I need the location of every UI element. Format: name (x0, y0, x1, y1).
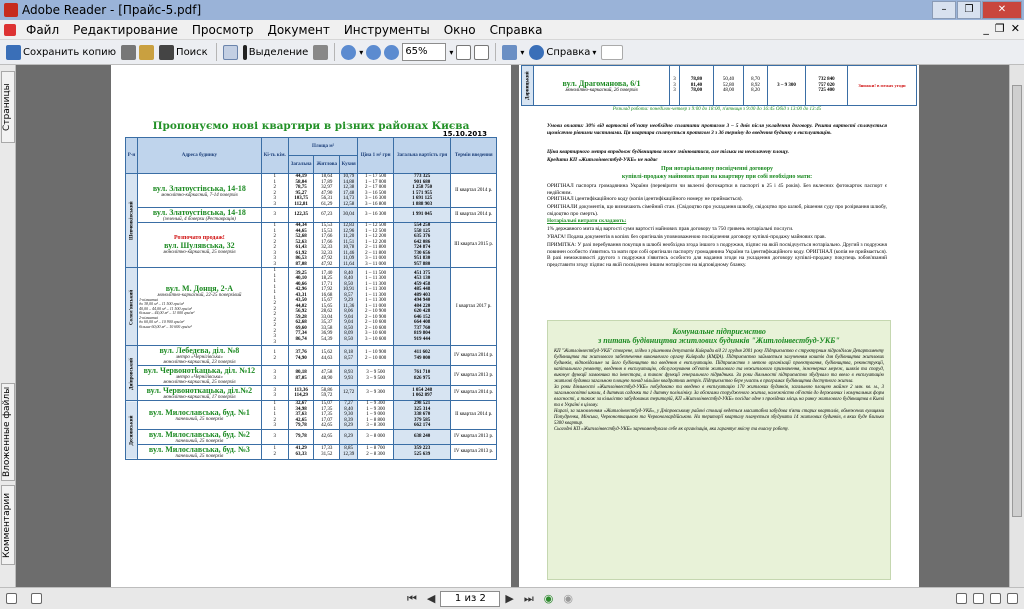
toolbar-divider (216, 43, 217, 61)
doc-close-button[interactable]: ✕ (1010, 22, 1020, 35)
table-row (126, 366, 497, 386)
district-cell: Дніпровський (126, 346, 138, 401)
district-cell: Шевченківський (126, 174, 138, 268)
notary-costs-heading: Нотаріальні витрати складають: (547, 218, 627, 224)
maximize-button[interactable]: ❐ (957, 1, 981, 19)
area-cell: 80,18 87,05 (288, 366, 314, 386)
address-cell (138, 444, 262, 459)
area-cell: 32,67 34,98 37,63 42,65 79,78 (288, 401, 314, 430)
back-view-icon[interactable]: ◉ (543, 592, 554, 605)
menu-file[interactable]: Файл (26, 22, 60, 37)
select-tool-button[interactable] (241, 42, 311, 63)
rooms-cell: 1 2 (261, 346, 288, 366)
promo-label: Розпочато продаж! (173, 235, 225, 241)
save-copy-label: Сохранить копию (23, 46, 117, 58)
living-cell: 58,86 59,72 (314, 386, 339, 401)
notary-heading-2: купівлі-продажу майнових прав на квартиру при собі необхідно мати: (621, 174, 813, 180)
notary-costs-text: 1% державного мита від вартості суми вартості майнових прав договору та 750 гривень нотаріальні послуги. (547, 226, 794, 232)
single-page-icon[interactable] (6, 593, 17, 604)
cost-cell: 451 375 453 130 459 458 485 448 489 403 494 940 484 220 620 428 646 152 664 408 737 760 819 804 919 444 (393, 268, 451, 346)
living-cell: 17,33 31,52 (314, 444, 339, 459)
doc-minimize-button[interactable]: _ (983, 22, 989, 35)
building-type: (зеленый, 4 поверхи (Реставрація) (163, 217, 236, 222)
rooms-cell: 3 (261, 208, 288, 223)
cost-cell: 773 325 901 680 1 258 750 1 571 955 1 691 125 1 888 903 (393, 174, 451, 208)
page-heading: Пропонуємо нові квартири в різних районах Києва (152, 120, 470, 132)
term-cell: IV квартал 2014 р. (451, 386, 497, 401)
area-cell: 37,76 74,90 (288, 346, 314, 366)
price-cell: 3 – 9 300 (358, 386, 393, 401)
help-label: Справка (546, 46, 591, 58)
term-cell: ІІІ квартал 2015 р. (451, 223, 497, 268)
street-name: вул. Червонотkацька, діл. №12 (143, 366, 256, 375)
kitchen-cell: 30,04 (339, 208, 357, 223)
district-cell: Дарницький (522, 66, 534, 106)
select-label: Выделение (248, 46, 309, 58)
zoom-in-icon[interactable] (341, 45, 356, 60)
price-tier-note: 1-кімнатні до 38,00 м² – 11 500 грн/м² 40,00 – 44,00 м² – 11 500 грн/м² більше – 44,00 м² – 11 000 грн/м² 2-кімнатні до 60,00 м² – 10 900 грн/м² більше 60,00 м² – 10 600 грн/м² (139, 296, 195, 329)
street-name: вул. Милославська, буд. №2 (148, 429, 250, 439)
title-bar (0, 0, 1024, 20)
snapshot-icon[interactable] (313, 45, 328, 60)
col-cost: Загальна вартість грн (393, 138, 451, 174)
company-paragraph-3: Наразі, за замовленням «Житлоінвестбуд-УКБ», у Дніпровському районі столиці ведеться масштабна забудова п'яти старих кварталів, обмежених вулицями Попудренка, Мінська, Червоноткацькою та Червоногвардійською. На території кварталу планується збудувати 14 житлових будинків, в яких буде близько 5300 квартир. (554, 409, 884, 426)
living-cell: 18,64 17,89 32,97 47,90 56,31 61,29 (314, 174, 339, 208)
close-button[interactable]: ✕ (982, 1, 1022, 19)
street-name: вул. Милославська, буд. №1 (148, 407, 250, 417)
table-row (126, 346, 497, 366)
table-row (126, 386, 497, 401)
menu-document[interactable]: Документ (267, 22, 330, 37)
term-cell: IV квартал 2013 р. (451, 366, 497, 386)
page-layout-icon[interactable] (31, 593, 42, 604)
area-cell: 41,29 63,33 (288, 444, 314, 459)
cost-cell: 359 223 525 639 (393, 444, 451, 459)
building-type: монолітно-каркасний, 17 поверхів (163, 395, 236, 400)
rooms-cell: 3 (261, 429, 288, 444)
fit-page-icon[interactable] (456, 45, 471, 60)
payment-terms: Умови оплати: 30% від вартості об'єкту необхідно сплатити протягом 3 – 5 днів після укладення договору. Решта вартості сплачується щомісячно рівними частинами. Ця квартира сплачується протягом 3 з 36 терміну до введення будинку в експлуатацію. (547, 123, 887, 136)
kitchen-cell: 8,70 8,92 8,20 (744, 66, 768, 106)
company-title-1: Комунальне підприємство (672, 327, 766, 336)
price-note: Ціна квартирного метра впродовж будівництва може змінюватися, але тільки на неоплачену площу. (547, 149, 789, 155)
area-cell: 44,19 58,04 78,75 95,27 103,75 112,81 (288, 174, 314, 208)
last-page-icon[interactable]: ⏭ (523, 591, 534, 605)
address-cell (138, 429, 262, 444)
rooms-cell: 1 2 (261, 444, 288, 459)
status-bar (0, 587, 1024, 609)
living-cell: 15,07 17,35 17,35 17,07 42,65 (314, 401, 339, 430)
pdf-page-1 (111, 65, 511, 587)
document-viewport[interactable] (16, 65, 1009, 587)
term-cell: ІІ квартал 2014 р. (451, 174, 497, 208)
single-page-view-icon[interactable] (956, 593, 967, 604)
price-cell: 1 – 11 500 1 – 11 300 1 – 11 300 1 – 11 300 1 – 11 300 1 – 11 300 1 – 11 000 2 – 10 900 2 – 10 900 2 – 10 600 2 – 10 600 3 – 10 600 3 – 10 600 (358, 268, 393, 346)
company-info-box (547, 320, 891, 580)
menu-help[interactable]: Справка (489, 22, 543, 37)
area-cell: 113,36 114,29 (288, 386, 314, 401)
zoom-dropdown-icon[interactable]: ▾ (359, 47, 364, 57)
street-name: вул. Златоустівська, 14-18 (152, 208, 246, 217)
search-button[interactable] (157, 42, 210, 63)
rotate-chevron-icon[interactable]: ▾ (520, 47, 525, 57)
table-row (126, 223, 497, 268)
adobe-reader-icon (4, 3, 18, 17)
term-cell: ІІ квартал 2014 р. (451, 401, 497, 430)
menu-view[interactable]: Просмотр (191, 22, 254, 37)
price-cell: 1 – 9 300 1 – 9 300 1 – 9 000 1 – 8 800 3 – 8 300 (358, 401, 393, 430)
living-cell: 50,40 52,80 48,00 (714, 66, 744, 106)
price-cell: 1 – 8 700 2 – 8 300 (358, 444, 393, 459)
fit-width-icon[interactable] (474, 45, 489, 60)
doc-restore-button[interactable]: ❐ (994, 22, 1005, 35)
address-cell (534, 66, 670, 106)
table-row (126, 401, 497, 430)
help-button[interactable] (527, 42, 598, 63)
binoculars-icon (159, 45, 174, 60)
email-icon[interactable] (139, 45, 154, 60)
living-cell: 15,62 44,63 (314, 346, 339, 366)
zoom-level-chevron-icon[interactable]: ▾ (449, 47, 454, 57)
search-label: Поиск (176, 46, 208, 58)
building-type: панельний, 25 поверхів (175, 453, 224, 459)
passport-requirement: ОРИГІНАЛ паспорта громадянина України (перевірити чи вклеєні фотокартки в паспорті в 25 і 45 років). Без вклеєних фотокарток паспорт є недійсним. (547, 183, 887, 196)
zoom-out-minus-icon[interactable] (366, 45, 381, 60)
address-cell (138, 386, 262, 401)
building-type: метро «Чернігівська» монолітно-каркасний, 23 поверхів (163, 355, 236, 365)
col-area: Площа м² (288, 138, 358, 156)
building-type: монолітно-каркасний, 22-25 поверхівий (157, 292, 242, 298)
address-cell (138, 346, 262, 366)
menu-window[interactable]: Окно (443, 22, 476, 37)
area-cell: 39,25 40,10 40,66 42,96 43,31 43,50 44,02 56,92 59,28 62,68 69,60 77,34 86,74 (288, 268, 314, 346)
price-cell: 3 – 9 300 (768, 66, 806, 106)
pdf-page-2 (519, 65, 919, 587)
help-icon (529, 45, 544, 60)
term-cell: IV квартал 2014 р. (451, 346, 497, 366)
address-cell (138, 174, 262, 208)
price-cell: 1 – 17 500 1 – 17 000 2 – 17 000 3 – 16 500 3 – 16 300 3 – 16 800 (358, 174, 393, 208)
area-cell: 79,78 (288, 429, 314, 444)
table-row (126, 444, 497, 459)
kitchen-cell: 8,29 (339, 429, 357, 444)
price-table (125, 137, 497, 460)
continuous-view-icon[interactable] (973, 593, 984, 604)
area-cell: 44,34 44,65 52,68 52,63 61,43 61,92 86,53 87,08 (288, 223, 314, 268)
term-cell: І квартал 2017 р. (451, 268, 497, 346)
address-cell (138, 223, 262, 268)
navigation-panel (0, 65, 16, 587)
living-cell: 42,65 (314, 429, 339, 444)
menu-edit[interactable]: Редактирование (73, 22, 178, 37)
term-cell: ІІ квартал 2014 р. (451, 208, 497, 223)
work-hours: Розклад роботи: понеділок-четвер з 9:00 до 18:00, п'ятниця з 9:00 до 16:45 Обід з 13:00 до 13:45 (612, 107, 822, 112)
company-paragraph-4: Сьогодні КП «Житлоінвестбуд-УКБ» зарекомендувало себе як організація, яка гарантує якісну та вчасну роботу. (554, 427, 789, 432)
cost-cell: 1 991 045 (393, 208, 451, 223)
street-name: вул. Шулявська, 32 (164, 241, 235, 250)
toolbar-divider (495, 43, 496, 61)
cost-cell: 298 521 325 314 338 670 379 585 662 174 (393, 401, 451, 430)
table-row (126, 208, 497, 223)
price-cell: 3 – 16 300 (358, 208, 393, 223)
toolbar-divider (334, 43, 335, 61)
address-cell (138, 401, 262, 430)
credit-note: Кредити КП «Житлоінвестбуд-УКБ» не надає (547, 157, 658, 163)
menu-bar (0, 20, 1024, 40)
print-icon[interactable] (121, 45, 136, 60)
first-page-icon[interactable]: ⏮ (407, 591, 417, 605)
kitchen-cell: 8,18 8,57 (339, 346, 357, 366)
rooms-cell: 1 1 1 2 3 (261, 401, 288, 430)
living-cell: 67,23 (314, 208, 339, 223)
building-type: панельний, 25 поверхів (175, 438, 224, 444)
street-name: вул. Лебедєва, діл. №8 (159, 346, 240, 355)
kitchen-cell: 8,93 9,93 (339, 366, 357, 386)
rooms-cell: 3 3 3 (670, 66, 680, 106)
building-type: панельний, 25 поверхів (175, 416, 224, 422)
scrollbar-thumb[interactable] (1012, 85, 1022, 517)
toolbar (0, 40, 1024, 65)
area-cell: 78,80 81,40 78,00 (680, 66, 714, 106)
living-cell: 15,53 15,53 17,66 17,66 32,33 32,33 47,92 47,92 (314, 223, 339, 268)
attention-note: УВАГА! Подача документів в копіях без оригіналів уповноваженою посвідчення договору купівлі-продажу майнових прав. (547, 234, 826, 240)
address-cell (138, 208, 262, 223)
street-name: вул. Червоноткацька, діл.№2 (146, 386, 253, 395)
price-cell: 1 – 12 500 1 – 12 500 1 – 12 200 1 – 12 200 2 – 11 800 2 – 11 800 3 – 11 000 3 – 11 000 (358, 223, 393, 268)
kitchen-cell: 8,85 12,39 (339, 444, 357, 459)
col-address: Адреса будинку (138, 138, 262, 174)
company-title-2: з питань будівництва житлових будинків "Житлоінвестбуд-УКБ" (598, 336, 840, 345)
address-cell (138, 366, 262, 386)
cost-cell: 411 602 749 000 (393, 346, 451, 366)
table-row (126, 268, 497, 346)
col-district: Р-н (126, 138, 138, 174)
kitchen-cell: 12,83 12,96 11,20 11,51 10,78 11,46 11,09 11,64 (339, 223, 357, 268)
col-price: Ціна 1 м² грн (358, 138, 393, 174)
cost-cell: 1 054 248 1 062 897 (393, 386, 451, 401)
price-cell: 1 – 10 900 2 – 10 000 (358, 346, 393, 366)
rooms-cell: 1 1 2 2 2 3 3 3 (261, 223, 288, 268)
discount-note: Знижки! в межах угоди (848, 66, 917, 106)
rotate-icon[interactable] (502, 45, 517, 60)
table-row (126, 429, 497, 444)
help-chevron-icon: ▾ (592, 47, 597, 57)
rooms-cell: 3 3 (261, 386, 288, 401)
kitchen-cell: 8,40 8,40 8,50 10,91 8,57 9,29 11,36 8,06 9,04 9,04 8,50 8,09 8,50 (339, 268, 357, 346)
marriage-note: ПРИМІТКА: У разі перебування покупця в шлюбі необхідна згода іншого з подружжя, підпис на якій посвідчується нотаріально. Другий з подружжя повинен особисто з'явитись та мати при собі оригінали паспорту громадянина України та ідентифікаційного коду. ОРИГІНАЛ (копія не приймається). В разі неможливості другого з подружжя з'явитись особисто для надання згоди на укладення договору купівлі-продажу покупець зобов'язаний представити згоду підпис на якій посвідчено іншим нотаріусом на відповідному бланку. (547, 242, 887, 268)
window-title: Adobe Reader - [Прайс-5.pdf] (22, 3, 202, 17)
zoom-plus-icon[interactable] (384, 45, 399, 60)
company-paragraph-2: За роки діяльності «Житлоінвестбуд-УКБ» побудовано та введено в експлуатацію 170 житлових будинків, загальною площею майже 2 млн. кв. м., 3 загальноосвітні школи, 4 дитячих садочки та 1 дитячу поліклініку. За обсягами спорудженого житла, належністю об'єктів до державних і комунальних форм власності, а також за кількістю забудованих територій, КП «Житлоінвестбуд-УКБ» посідає одне з провідних місць на ринку житлового будівництва в Києві та в Україні в цілому. (554, 385, 884, 408)
minimize-button[interactable]: – (932, 1, 956, 19)
district-cell: Солом'янський (126, 268, 138, 346)
term-cell: IV квартал 2013 р. (451, 429, 497, 444)
price-cell: 3 – 9 500 3 – 9 500 (358, 366, 393, 386)
menu-tools[interactable]: Инструменты (343, 22, 430, 37)
save-icon (6, 45, 21, 60)
next-page-icon[interactable]: ▶ (505, 592, 514, 605)
company-paragraph-1: КП "Житлоінвестбуд-УКБ" створене, згідно з рішенням депутатів Київради від 21 грудня 2001 року Підприємство є структурним підрозділом Департаменту будівництва та житлового забезпечення виконавчого органу Київради (КМДА). Підприємство займається залученням коштів для будівництва житлових будинків, відповідальне за його будівництво та введення в експлуатацію. Підприємство з метою організації проектування, будівництва, реконструкції, капітального ремонту, введення в експлуатацію, обслуговування об'єктів житлового та нежитлового призначення, інженерних мереж, шляхів та споруд, виконує функції замовника та інвестора, а також функції генерального підрядника. За роки діяльності підприємство збудувало та ввело в експлуатацію житлові будинки загальною площею понад мільйон квадратних метрів. Підприємство бере участь в програмах будівництва доступного житла. (554, 349, 884, 384)
page-number-input[interactable]: 1 из 2 (440, 591, 500, 607)
rooms-cell: 1 1 1 1 1 1 2 2 2 2 2 2 3 3 (261, 268, 288, 346)
document-icon (4, 24, 16, 36)
rooms-cell: 3 3 (261, 366, 288, 386)
continuous-facing-view-icon[interactable] (1007, 593, 1018, 604)
living-cell: 47,58 48,90 (314, 366, 339, 386)
tab-pages[interactable]: Страницы (1, 71, 15, 143)
col-rooms: Кі-ть кім. (261, 138, 288, 174)
kitchen-cell: 7,27 8,40 9,30 8,39 8,29 (339, 401, 357, 430)
dragomanova-table (521, 65, 917, 106)
street-name: вул. Златоустівська, 14-18 (152, 183, 246, 193)
building-type: монолітно-каркасний, 7-14 поверхів (161, 192, 238, 198)
yahoo-icon[interactable] (601, 45, 623, 60)
table-row (126, 174, 497, 208)
street-name: вул. Драгоманова, 6/1 (562, 78, 641, 88)
forward-view-icon[interactable]: ◉ (563, 592, 573, 605)
district-cell: Деснянський (126, 401, 138, 460)
tax-code-requirement: ОРИГІНАЛ ідентифікаційного коду (копія ідентифікаційного номеру не приймається). (547, 196, 743, 202)
notary-heading-1: При нотаріальному посвідченні договору (661, 166, 773, 172)
cost-cell: 554 250 558 125 635 376 642 086 724 874 730 656 951 830 957 880 (393, 223, 451, 268)
tab-attachments[interactable]: Вложенные файлы (1, 383, 15, 481)
col-term: Термін введення (451, 138, 497, 174)
kitchen-cell: 12,72 (339, 386, 357, 401)
street-name: вул. Милославська, буд. №3 (148, 444, 250, 454)
building-type: монолітно-каркасний, 26 поверхів (565, 87, 638, 93)
text-cursor-icon (243, 45, 247, 60)
price-date: 15.10.2013 (442, 130, 487, 138)
col-living: Житлова (314, 156, 339, 174)
building-type: метро «Чернігівська» монолітно-каркасний, 25 поверхів (163, 375, 236, 385)
save-copy-button[interactable] (4, 42, 118, 63)
col-total: Загальна (288, 156, 314, 174)
street-name: вул. М. Донця, 2-А (165, 283, 234, 293)
area-cell: 122,35 (288, 208, 314, 223)
living-cell: 17,40 18,25 17,71 17,92 16,68 15,67 15,65 28,62 33,04 35,37 33,58 36,99 54,39 (314, 268, 339, 346)
term-cell: IV квартал 2013 р. (451, 444, 497, 459)
rooms-cell: 1 1 2 2 3 3 (261, 174, 288, 208)
cost-cell: 732 840 757 020 725 400 (806, 66, 848, 106)
cost-cell: 761 710 826 975 (393, 366, 451, 386)
cost-cell: 638 240 (393, 429, 451, 444)
price-table-body (126, 174, 497, 460)
address-cell (138, 268, 262, 346)
hand-tool-icon[interactable] (223, 45, 238, 60)
family-docs-requirement: ОРИГІНАЛИ документів, що визначають сімейний стан. (Свідоцтво про укладання шлюбу, свідоцтво про шлюб, рішення суду про розірвання шлюбу, свідоцтво про смерть). (547, 204, 887, 217)
facing-view-icon[interactable] (990, 593, 1001, 604)
col-kitchen: Кухня (339, 156, 357, 174)
vertical-scrollbar[interactable] (1009, 65, 1024, 587)
previous-page-icon[interactable]: ◀ (426, 592, 436, 605)
building-type: монолітно-каркасний, 25 поверхів (163, 250, 236, 255)
price-cell: 3 – 8 000 (358, 429, 393, 444)
zoom-input[interactable]: 65% (402, 43, 446, 61)
tab-comments[interactable]: Комментарии (1, 485, 15, 565)
kitchen-cell: 10,79 14,88 12,38 17,48 14,73 12,58 (339, 174, 357, 208)
